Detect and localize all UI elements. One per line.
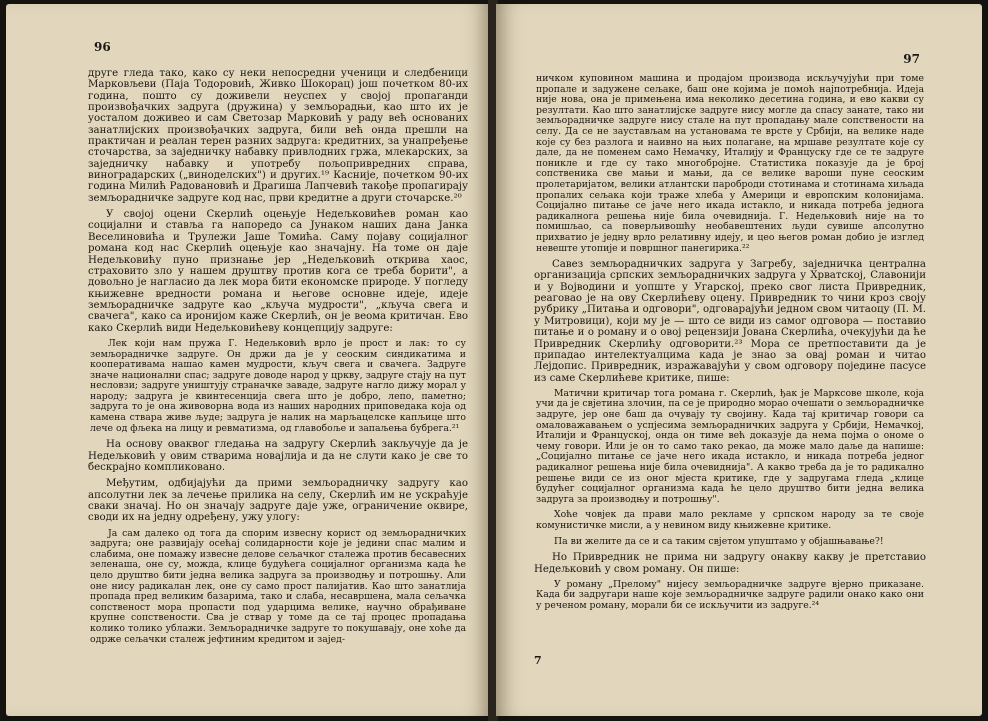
block-quote: ничком куповином машина и продајом производа искључујући при томе пропале и задужене сељаке, баш оне којима је помоћ најпотребнија. Идеја није нова, она је примењена има неколико десетина година, и ево какви су резултати. Као што занатлијске задруге нису могле да спасу занате, тако ни земљорадничке задруге нису стале на пут пропадању мале сопствености на селу. Да се не заустављам на установама те врсте у Србији, на велике наде које су без разлога и наивно на њих полагане, на мршаве резултате које су дале, да не поменем само Немачку, Италију и Француску где се те задруге пониклe и где су тако многобројне. Статистика показује да је број сопственика све мањи и мањи, да се велике вароши пуне сеоским пролетаријатом, велики атлантски пароброди стотинама и стотинама хиљада пропалих сељака који траже хлеба у Америци и европским колонијама. Социјално питање се јаче него икада истакло, и никада потреба једнога радикалнога решења није била очевиднија. Г. Недељковић није на то помишљао, са поверљивошћу необавештених људи сувише апсолутно прихватио је једну врло релативну идеју, и цео његов роман добио је изглед невеште утопије и површног панегирика.²²	[536, 73, 924, 254]
block-quote: Лек који нам пружа Г. Недељковић врло је прост и лак: то су земљорадничке задруге. Он држи да је у сеоским синдикатима и кооперативама нашао камен мудрости, кључ свега и свачега. Задруге значе национални спас; задруге доводе народ у цркву, задруге стају на пут несловзи; задруге уништују страначке заваде, задруге нагло дижу морал у народу; задруга је квинтесенција свега што је добро, лепо, паметно; задруга то је она живоворна вода из наших народних приповедака која од камена ствара живе људе; задруга је налик на марљацелске капљице што лече од фљека на лицу и ревматизма, од главобоље и запаљења бубрега.²¹	[90, 337, 466, 434]
right-page-number: 97	[903, 52, 920, 66]
left-page	[6, 4, 490, 716]
block-quote: Матични критичар тога романа г. Скерлић, ђак је Марксове школе, која учи да је свјетина злочин, па се је природно морао очешати о земљорадничке задруге, јер оне баш да очувају ту својину. Када тај критичар говори са омаловажавањем о успјесима земљорадничких задруга у Србији, Немачкој, Италији и Француској, онда он тиме већ доказује да нема појма о ономе о чему говори. Или је он то само тако рекао, да може мало даље да напише: „Социјално питање се јаче него икада истакло, и никада потреба једног радикалног решења није била очевиднија". А какво треба да је то радикално решење види се из оног мјеста критике, где у задругама гледа „клице будућег социјалног организма када ће цело друштво бити једна велика задруга за производњу и потрошњу".	[536, 387, 924, 505]
paragraph: На основу оваквог гледања на задругу Скерлић закључује да је Недељковић у овим стварима новајлија и да не слути како је све то бескрајно компликовано.	[88, 439, 468, 473]
right-page	[496, 4, 982, 716]
paragraph: Међутим, одбијајући да прими земљорадничку задругу као апсолутни лек за лечење прилика на селу, Скерлић им не ускраћује сваки значај. Но он значају задруге даје уже, ограничение оквире, своди их на једну одређену, ужу улогу:	[88, 478, 468, 524]
block-quote: Па ви желите да се и са таким свјетом упуштамо у објашњавање?!	[554, 535, 884, 547]
right-text-column	[534, 74, 926, 617]
paragraph: Савез земљорадничких задруга у Загребу, заједничка централна организација српских земљорадничких задруга у Хрватској, Славонији и у Војводини и уопште у Угарској, преко свог листа Привредник, реаговао је на ову Скерлићеву оцену. Привредник то чини кроз своју рубрику „Питања и одговори", одговарајући једном свом читаоцу (П. М. у Митровици), који му је — што се види из самог одговора — поставио питање и о роману и о овој рецензији Јована Скерлића, очекујући да ће Привредник Скерлићу одговорити.²³ Мора се претпоставити да је припадао интелектуалцима када је знао за овај роман и читао Лејдопис. Привредник, изражавајући у свом одговору поједине пасусе из саме Скерлићеве критике, пише:	[534, 259, 926, 384]
block-quote: Хоће човјек да прави мало рекламе у српском народу за те своје комунистичке мисли, а у невином виду књижевне критике.	[536, 509, 924, 531]
paragraph: друге гледа тако, како су неки непосредни ученици и следбеници Марковљеви (Паја Тодоровић, Живко Шокорац) још почетком 80-их година, пошто су доживели неуспех у својој пропаганди произвођачких задруга (дружина) у земљорадњи, као што их је уосталом доживео и сам Светозар Марковић у раду већ основаних занатлијских произвођачких задруга, били већ онда прешли на практичан и реалан терен разних задруга: кредитних, за унапређење сточарства, за заједничку набавку привлодних гржа, млекарских, за заједничку набавку и употребу пољопривредних справа, виноградарских („виноделских") и других.¹⁹ Касније, почетком 90-их година Милић Радовановић и Драгиша Лапчевић такође пропагирају земљорадничке задруге код нас, први кредитне а други сточарске.²⁰	[88, 68, 468, 204]
paragraph: Но Привредник не прима ни задругу онакву какву је претставио Недељковић у свом роману. Он пише:	[534, 552, 926, 575]
paragraph: У својој оцени Скерлић оцењује Недељковићев роман као социјални и ставља га напоредо са Јунаком наших дана Јанка Веселиновића и Трулежи Јаше Томића. Саму појаву социјалног романа код нас Скерлић оцењује као значајну. На томе он даје Недељковићу пуно признање јер „Недељковић открива хаос, страховито зло у нашем друштву против кога се треба борити", а довољно је нагласио да лек мора бити економске природе. У погледу књижевне вредности романа и његове основне идеје, идеје земљорадничке задруге као „кључа мудрости", „кључа свега и свачега", како са иронијом каже Скерлић, он је веома критичан. Ево како Скерлић види Недељковићеву концепцију задруге:	[88, 209, 468, 334]
left-page-number: 96	[94, 40, 111, 54]
left-text-column	[88, 68, 468, 650]
signature-mark: 7	[534, 654, 542, 667]
block-quote: Ја сам далеко од тога да спорим извесну корист од земљорадничких задруга; оне развијају осећај солидарности које је једини спас малим и слабима, оне помажу извесне делове сељачког сталежа против бесавесних зеленаша, оне су, можда, клице будућега социјалног организма када ће цело друштво бити једна велика задруга за производњу и потрошњу. Али оне нису радикалан лек, оне су само прост палијатив. Као што занатлија пропада пред великим базарима, тако и слаба, несавршена, мала сељачка сопственост мора пропасти под ударцима велике, научно обрађиване крупне сопствености. Сва је ствар у томе да се тај процес пропадања колико толико ублажи. Земљорадничке задруге то покушавају, оне хоће да одрже сељачки сталеж јефтиним кредитом и зајед-	[90, 527, 466, 645]
block-quote: У роману „Прелому" нијесу земљорадничке задруге вјерно приказане. Када би задругари наше које земљорадничке задруге радили онако како они у реченом роману, морали би се искључити из задруге.²⁴	[536, 578, 924, 612]
